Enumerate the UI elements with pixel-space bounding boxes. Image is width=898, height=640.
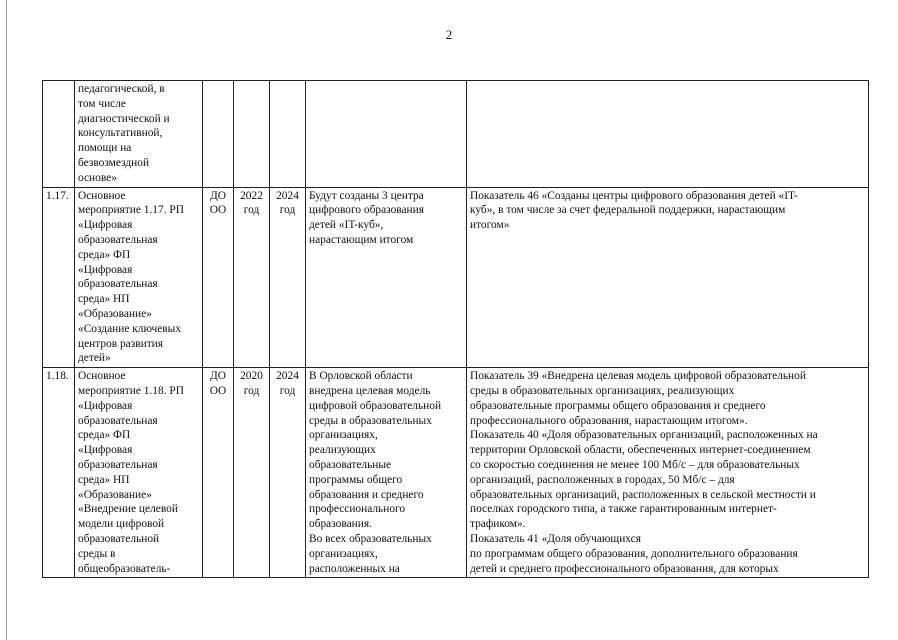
measure-name-line: Основное (78, 189, 126, 202)
end-year-line: год (279, 384, 296, 397)
executor-line: ДО (210, 189, 226, 202)
linked-indicators-line: детей и среднего профессионального образования, для которых (470, 562, 779, 575)
measure-name-line: безвозмездной (78, 156, 150, 169)
measure-name-cell (75, 368, 203, 578)
linked-indicators-cell (467, 368, 869, 578)
measure-name-line: образовательная (78, 414, 158, 427)
linked-indicators-line: профессионального образования, нарастающим итогом». (470, 414, 748, 427)
measure-name-line: диагностической и (78, 112, 170, 125)
expected-result-line: цифрового образования (309, 204, 424, 217)
end-year-line: 2024 (276, 370, 299, 383)
expected-result-line: детей «IT-куб», (309, 219, 384, 232)
linked-indicators-line: куб», в том числе за счет федеральной поддержки, нарастающим (470, 204, 786, 217)
measure-name-line: образовательная (78, 233, 158, 246)
expected-result-line: профессионального (309, 503, 406, 516)
measure-number: 1.18. (46, 370, 69, 383)
expected-result-line: Во всех образовательных (309, 532, 432, 545)
start-year-cell (234, 187, 270, 368)
measure-name-line: педагогической, в (78, 83, 165, 95)
linked-indicators-line: со скоростью соединения не менее 100 Мб/с – для образовательных (470, 458, 800, 471)
expected-result-line: среды в образовательных (309, 414, 432, 427)
measure-name-line: основе» (78, 171, 117, 184)
start-year-cell (234, 81, 270, 188)
executor-line: ОО (209, 204, 227, 217)
start-year-line: 2020 (240, 370, 263, 383)
linked-indicators-line: итогом» (470, 219, 510, 232)
measure-name-line: образовательная (78, 458, 158, 471)
expected-result-line: расположенных на (309, 562, 400, 575)
start-year-cell (234, 368, 270, 578)
measure-name-line: том числе (78, 97, 126, 110)
measure-name-line: центров развития (78, 337, 164, 350)
expected-result-line: нарастающим итогом (309, 233, 414, 246)
measure-name-line: среда» ФП (78, 429, 131, 442)
table-row (43, 187, 869, 368)
measure-name-line: «Создание ключевых (78, 322, 182, 335)
linked-indicators-line: образовательные программы общего образования и среднего (470, 399, 766, 412)
measure-name-line: детей» (78, 352, 111, 365)
measure-name-line: образовательная (78, 278, 158, 291)
expected-result-line: организациях, (309, 429, 378, 442)
linked-indicators-line: Показатель 40 «Доля образовательных организаций, расположенных на (470, 429, 818, 442)
expected-result-cell (306, 81, 467, 188)
measure-name-line: «Цифровая (78, 219, 133, 232)
expected-result-line: Будут созданы 3 центра (309, 189, 424, 202)
expected-result-line: В Орловской области (309, 370, 413, 383)
measure-name-line: «Цифровая (78, 399, 133, 412)
start-year-line: год (243, 384, 260, 397)
table-row (43, 81, 869, 188)
measure-name-line: мероприятие 1.18. РП (78, 384, 184, 397)
measure-name-line: «Образование» (78, 307, 152, 320)
linked-indicators-line: образовательных организаций, расположенных в сельской местности и (470, 488, 816, 501)
measure-name-line: общеобразователь- (78, 562, 171, 575)
measure-name-line: консультативной, (78, 127, 163, 140)
expected-result-line: образовательные (309, 458, 392, 471)
page-number: 2 (445, 27, 453, 42)
measure-name-line: «Образование» (78, 488, 152, 501)
end-year-cell (270, 187, 306, 368)
end-year-line: 2024 (276, 189, 299, 202)
measure-number-cell (43, 368, 75, 578)
measure-name-line: «Цифровая (78, 263, 133, 276)
end-year-cell (270, 368, 306, 578)
expected-result-line: образования и среднего (309, 488, 424, 501)
measure-name-line: помощи на (78, 142, 132, 155)
end-year-line: год (279, 204, 296, 217)
linked-indicators-line: трафиком». (470, 518, 526, 531)
executor-cell (203, 187, 234, 368)
page-edge-rule (6, 0, 7, 640)
table-row (43, 368, 869, 578)
expected-result-line: организациях, (309, 547, 378, 560)
program-measures-table (42, 80, 869, 578)
measure-number: 1.17. (46, 189, 69, 202)
executor-line: ДО (210, 370, 226, 383)
measure-name-line: среда» ФП (78, 248, 131, 261)
expected-result-line: цифровой образовательной (309, 399, 442, 412)
measure-name-line: среда» НП (78, 293, 130, 306)
measure-name-line: образовательной (78, 532, 160, 545)
linked-indicators-cell (467, 187, 869, 368)
measure-name-line: модели цифровой (78, 518, 165, 531)
linked-indicators-line: территории Орловской области, обеспеченных интернет-соединением (470, 444, 811, 457)
linked-indicators-line: среды в образовательных организациях, реализующих (470, 384, 735, 397)
measure-name-cell (75, 187, 203, 368)
linked-indicators-line: Показатель 46 «Созданы центры цифрового образования детей «IT- (470, 189, 798, 202)
measure-name-line: «Цифровая (78, 444, 133, 457)
linked-indicators-line: организаций, расположенных в городах, 50 Мб/с – для (470, 473, 735, 486)
expected-result-cell (306, 368, 467, 578)
expected-result-line: программы общего (309, 473, 403, 486)
linked-indicators-line: по программам общего образования, дополнительного образования (470, 547, 798, 560)
linked-indicators-cell (467, 81, 869, 188)
measure-name-line: мероприятие 1.17. РП (78, 204, 184, 217)
executor-cell (203, 81, 234, 188)
measure-number-cell (43, 81, 75, 188)
measure-name-line: среды в (78, 547, 116, 560)
measure-number-cell (43, 187, 75, 368)
expected-result-line: внедрена целевая модель (309, 384, 431, 397)
executor-line: ОО (209, 384, 227, 397)
start-year-line: 2022 (240, 189, 263, 202)
expected-result-line: реализующих (309, 444, 376, 457)
measure-name-line: среда» НП (78, 473, 130, 486)
measure-name-line: Основное (78, 370, 126, 383)
executor-cell (203, 368, 234, 578)
start-year-line: год (243, 204, 260, 217)
linked-indicators-line: поселках городского типа, а также гарантированным интернет- (470, 503, 777, 516)
measure-name-line: «Внедрение целевой (78, 503, 178, 516)
linked-indicators-line: Показатель 41 «Доля обучающихся (470, 532, 641, 545)
expected-result-line: образования. (309, 518, 372, 531)
linked-indicators-line: Показатель 39 «Внедрена целевая модель цифровой образовательной (470, 370, 806, 383)
expected-result-cell (306, 187, 467, 368)
end-year-cell (270, 81, 306, 188)
measure-name-cell (75, 81, 203, 188)
